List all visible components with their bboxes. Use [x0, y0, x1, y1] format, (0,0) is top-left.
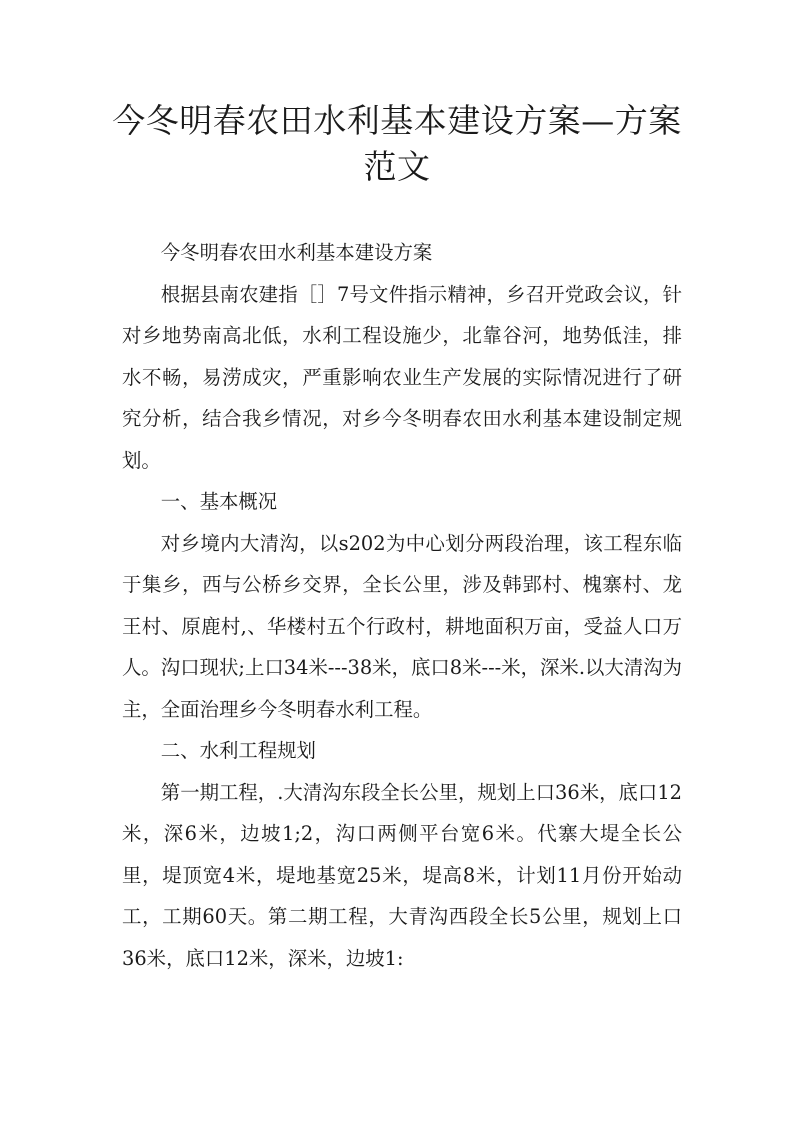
paragraph-overview: 对乡境内大清沟，以s202为中心划分两段治理，该工程东临于集乡，西与公桥乡交界，全长公里，涉及韩郢村、槐寨村、龙王村、原鹿村,、华楼村五个行政村，耕地面积万亩，受益人口万人。沟口现状;上口34米---38米，底口8米---米，深米.以大清沟为主，全面治理乡今冬明春水利工程。	[122, 531, 682, 721]
paragraph-plan: 第一期工程，.大清沟东段全长公里，规划上口36米，底口12米，深6米，边坡1;2，沟口两侧平台宽6米。代寨大堤全长公里，堤顶宽4米，堤地基宽25米，堤高8米，计划11月份开始动工，工期60天。第二期工程，大青沟西段全长5公里，规划上口36米，底口12米，深米，边坡1:	[122, 780, 682, 970]
paragraph-subtitle: 今冬明春农田水利基本建设方案	[160, 241, 433, 264]
document-body	[122, 232, 682, 979]
section-heading-overview: 一、基本概况	[160, 490, 278, 513]
paragraph-intro: 根据县南农建指［］7号文件指示精神，乡召开党政会议，针对乡地势南高北低，水利工程设施少，北靠谷河，地势低洼，排水不畅，易涝成灾，严重影响农业生产发展的实际情况进行了研究分析，结合我乡情况，对乡今冬明春农田水利基本建设制定规划。	[122, 282, 682, 472]
document-title: 今冬明春农田水利基本建设方案—方案范文	[112, 101, 682, 186]
section-heading-plan: 二、水利工程规划	[160, 739, 316, 762]
